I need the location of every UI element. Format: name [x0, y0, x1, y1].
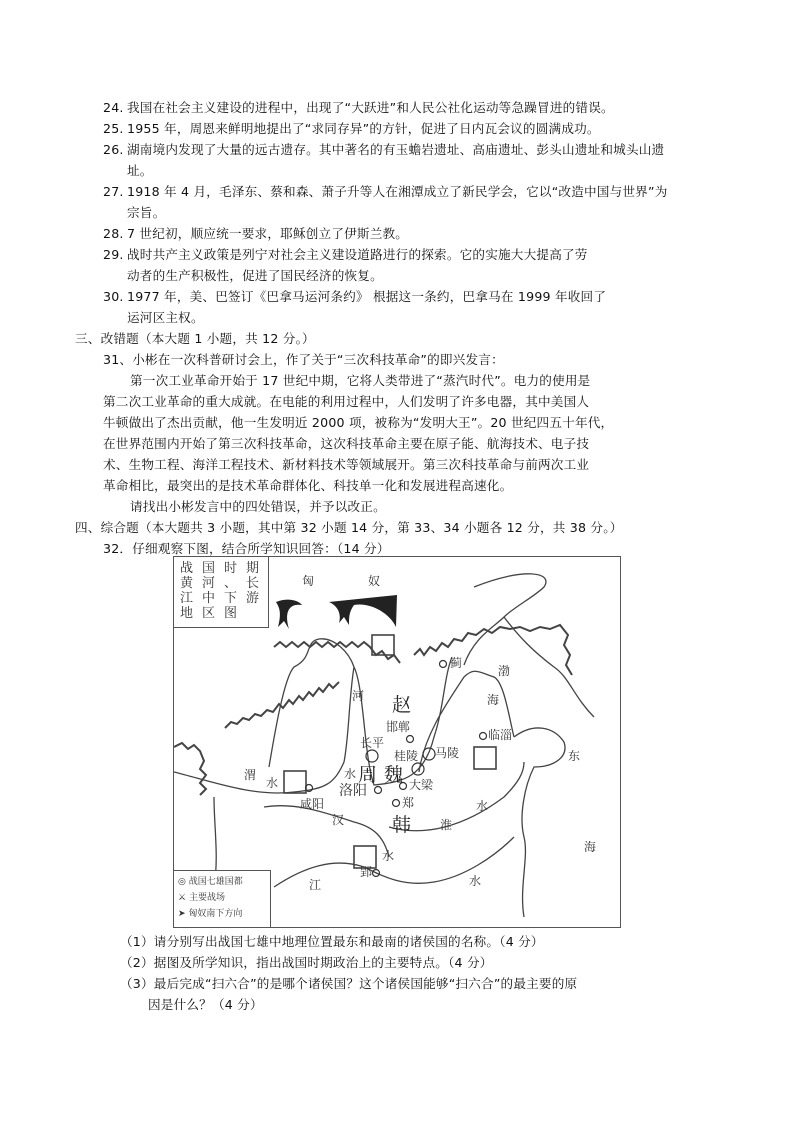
section-heading: 三、改错题（本大题 1 小题，共 12 分。） — [75, 331, 315, 346]
item-text: 1977 年，美、巴签订《巴拿马运河条约》 根据这一条约，巴拿马在 1999 年收回了 — [127, 289, 607, 304]
question-intro: 31、小彬在一次科普研讨会上，作了关于“三次科技革命”的即兴发言： — [103, 352, 504, 367]
map-title-char: 中 — [202, 591, 216, 606]
map-title-char: 、 — [224, 576, 238, 591]
map-title-char: 区 — [202, 606, 216, 621]
map-label: 马陵 — [435, 746, 460, 760]
great-wall-inner — [225, 682, 339, 728]
map-legend: ◎ 战国七雄国都 ⚔ 主要战场 ➤ 匈奴南下方向 — [174, 870, 271, 927]
section-heading: 四、综合题（本大题共 3 小题，其中第 32 小题 14 分，第 33、34 小题各 12 分，共 38 分。） — [75, 520, 623, 535]
map-label: 汉 — [332, 813, 345, 827]
map-label: 水 — [469, 874, 482, 888]
map-label: 周 — [358, 764, 378, 786]
paragraph-line: 在世界范围内开始了第三次科技革命，这次科技革命主要在原子能、航海技术、电子技 — [103, 436, 590, 451]
map-label: 河 — [352, 689, 365, 703]
item-number: 30. — [103, 289, 124, 304]
map-label: 水 — [344, 767, 357, 781]
legend-battlefield: 主要战场 — [188, 893, 225, 903]
map-label: 咸阳 — [300, 797, 325, 811]
item-text: 宗旨。 — [127, 205, 166, 220]
item-text: 动者的生产积极性，促进了国民经济的恢复。 — [127, 268, 383, 283]
legend-capital: 战国七雄国都 — [188, 877, 243, 887]
map-label: 海 — [584, 840, 597, 854]
coastline — [464, 574, 597, 917]
map-title-char: 地 — [180, 606, 194, 621]
item-number: 29. — [103, 247, 124, 262]
great-wall-west2 — [174, 743, 206, 795]
map-title-char: 黄 — [180, 576, 194, 591]
item-text: 运河区主权。 — [127, 310, 204, 325]
map-title-char: 国 — [202, 561, 216, 576]
map-title-char: 河 — [202, 576, 216, 591]
item-number: 24. — [103, 100, 124, 115]
item-text: 址。 — [127, 163, 153, 178]
item-number: 26. — [103, 142, 124, 157]
map-label: 临淄 — [488, 728, 513, 742]
item-text: 1918 年 4 月，毛泽东、蔡和森、萧子升等人在湘潭成立了新民学会，它以“改造中国与世界”为 — [127, 184, 668, 199]
sub-question: （2）据图及所学知识，指出战国时期政治上的主要特点。（4 分） — [120, 955, 493, 970]
item-number: 25. — [103, 121, 124, 136]
map-title-char: 时 — [224, 561, 238, 576]
map-label: 水 — [382, 849, 395, 863]
map-label: 郑 — [402, 796, 415, 810]
map-label: 桂陵 — [394, 749, 419, 763]
map-title-char: 游 — [246, 591, 260, 606]
paragraph-line: 革命相比，最突出的是技术革命群体化、科技单一化和发展进程高速化。 — [103, 478, 513, 493]
sub-question: （3）最后完成“扫六合”的是哪个诸侯国？这个诸侯国能够“扫六合”的最主要的原 — [120, 976, 578, 991]
xiongnu-arrow-icon — [329, 595, 397, 627]
map-label: 蓟 — [450, 656, 463, 670]
map-title-char: 长 — [246, 576, 260, 591]
map-label: 韩 — [392, 814, 412, 836]
legend-xiongnu-direction: 匈奴南下方向 — [188, 909, 243, 919]
paragraph-line: 第一次工业革命开始于 17 世纪中期，它将人类带进了“蒸汽时代”。电力的使用是 — [130, 373, 591, 388]
paragraph-line: 牛顿做出了杰出贡献，他一生发明近 2000 项，被称为“发明大王”。20 世纪四五十年代， — [103, 415, 614, 430]
map-title-char: 江 — [180, 591, 194, 606]
item-text: 湖南境内发现了大量的远古遗存。其中著名的有玉蟾岩遗址、高庙遗址、彭头山遗址和城头山遗 — [127, 142, 665, 157]
map-title-char: 期 — [246, 561, 260, 576]
question-intro: 32．仔细观察下图，结合所学知识回答：（14 分） — [103, 541, 390, 556]
map-label: 郢 — [360, 865, 373, 879]
map-label: 水 — [266, 776, 279, 790]
map-label: 邯郸 — [386, 720, 411, 734]
xiongnu-arrow-icon — [276, 600, 302, 629]
item-text: 7 世纪初，顺应统一要求，耶稣创立了伊斯兰教。 — [127, 226, 409, 241]
item-text: 战时共产主义政策是列宁对社会主义建设道路进行的探索。它的实施大大提高了劳 — [127, 247, 588, 262]
map-label: 渭 — [244, 768, 257, 782]
river-lower — [419, 671, 514, 772]
map-title-char: 战 — [180, 561, 194, 576]
map-label: 淮 — [440, 818, 453, 832]
map-label: 奴 — [368, 574, 381, 588]
han-river — [264, 806, 389, 857]
map-title — [174, 557, 269, 628]
item-text: 1955 年，周恩来鲜明地提出了“求同存异”的方针，促进了日内瓦会议的圆满成功。 — [127, 121, 600, 136]
map-label: 大梁 — [409, 778, 434, 792]
sub-question: （1）请分别写出战国七雄中地理位置最东和最南的诸侯国的名称。（4 分） — [120, 934, 544, 949]
map-label: 江 — [309, 878, 322, 892]
map-title-char: 下 — [224, 591, 238, 606]
great-wall-west — [274, 642, 400, 663]
map-label: 海 — [487, 693, 500, 707]
item-text: 我国在社会主义建设的进程中，出现了“大跃进”和人民公社化运动等急躁冒进的错误。 — [127, 100, 614, 115]
map-label: 渤 — [498, 664, 511, 678]
map-label: 长平 — [360, 736, 385, 750]
map-label: 赵 — [392, 694, 412, 716]
map-label: 匈 — [302, 574, 315, 588]
item-number: 27. — [103, 184, 124, 199]
paragraph-line: 术、生物工程、海洋工程技术、新材料技术等领域展开。第三次科技革命与前两次工业 — [103, 457, 590, 472]
warring-states-map — [173, 556, 621, 928]
map-title-char: 图 — [224, 606, 238, 621]
item-number: 28. — [103, 226, 124, 241]
map-label: 东 — [568, 749, 581, 763]
great-wall-east — [414, 625, 572, 675]
question-instruction: 请找出小彬发言中的四处错误，并予以改正。 — [130, 499, 386, 514]
map-label: 洛阳 — [339, 783, 367, 799]
map-label: 魏 — [384, 764, 404, 786]
sub-question: 因是什么？（4 分） — [148, 997, 263, 1012]
map-label: 水 — [476, 799, 489, 813]
paragraph-line: 第二次工业革命的重大成就。在电能的利用过程中，人们发明了许多电器，其中美国人 — [103, 394, 590, 409]
